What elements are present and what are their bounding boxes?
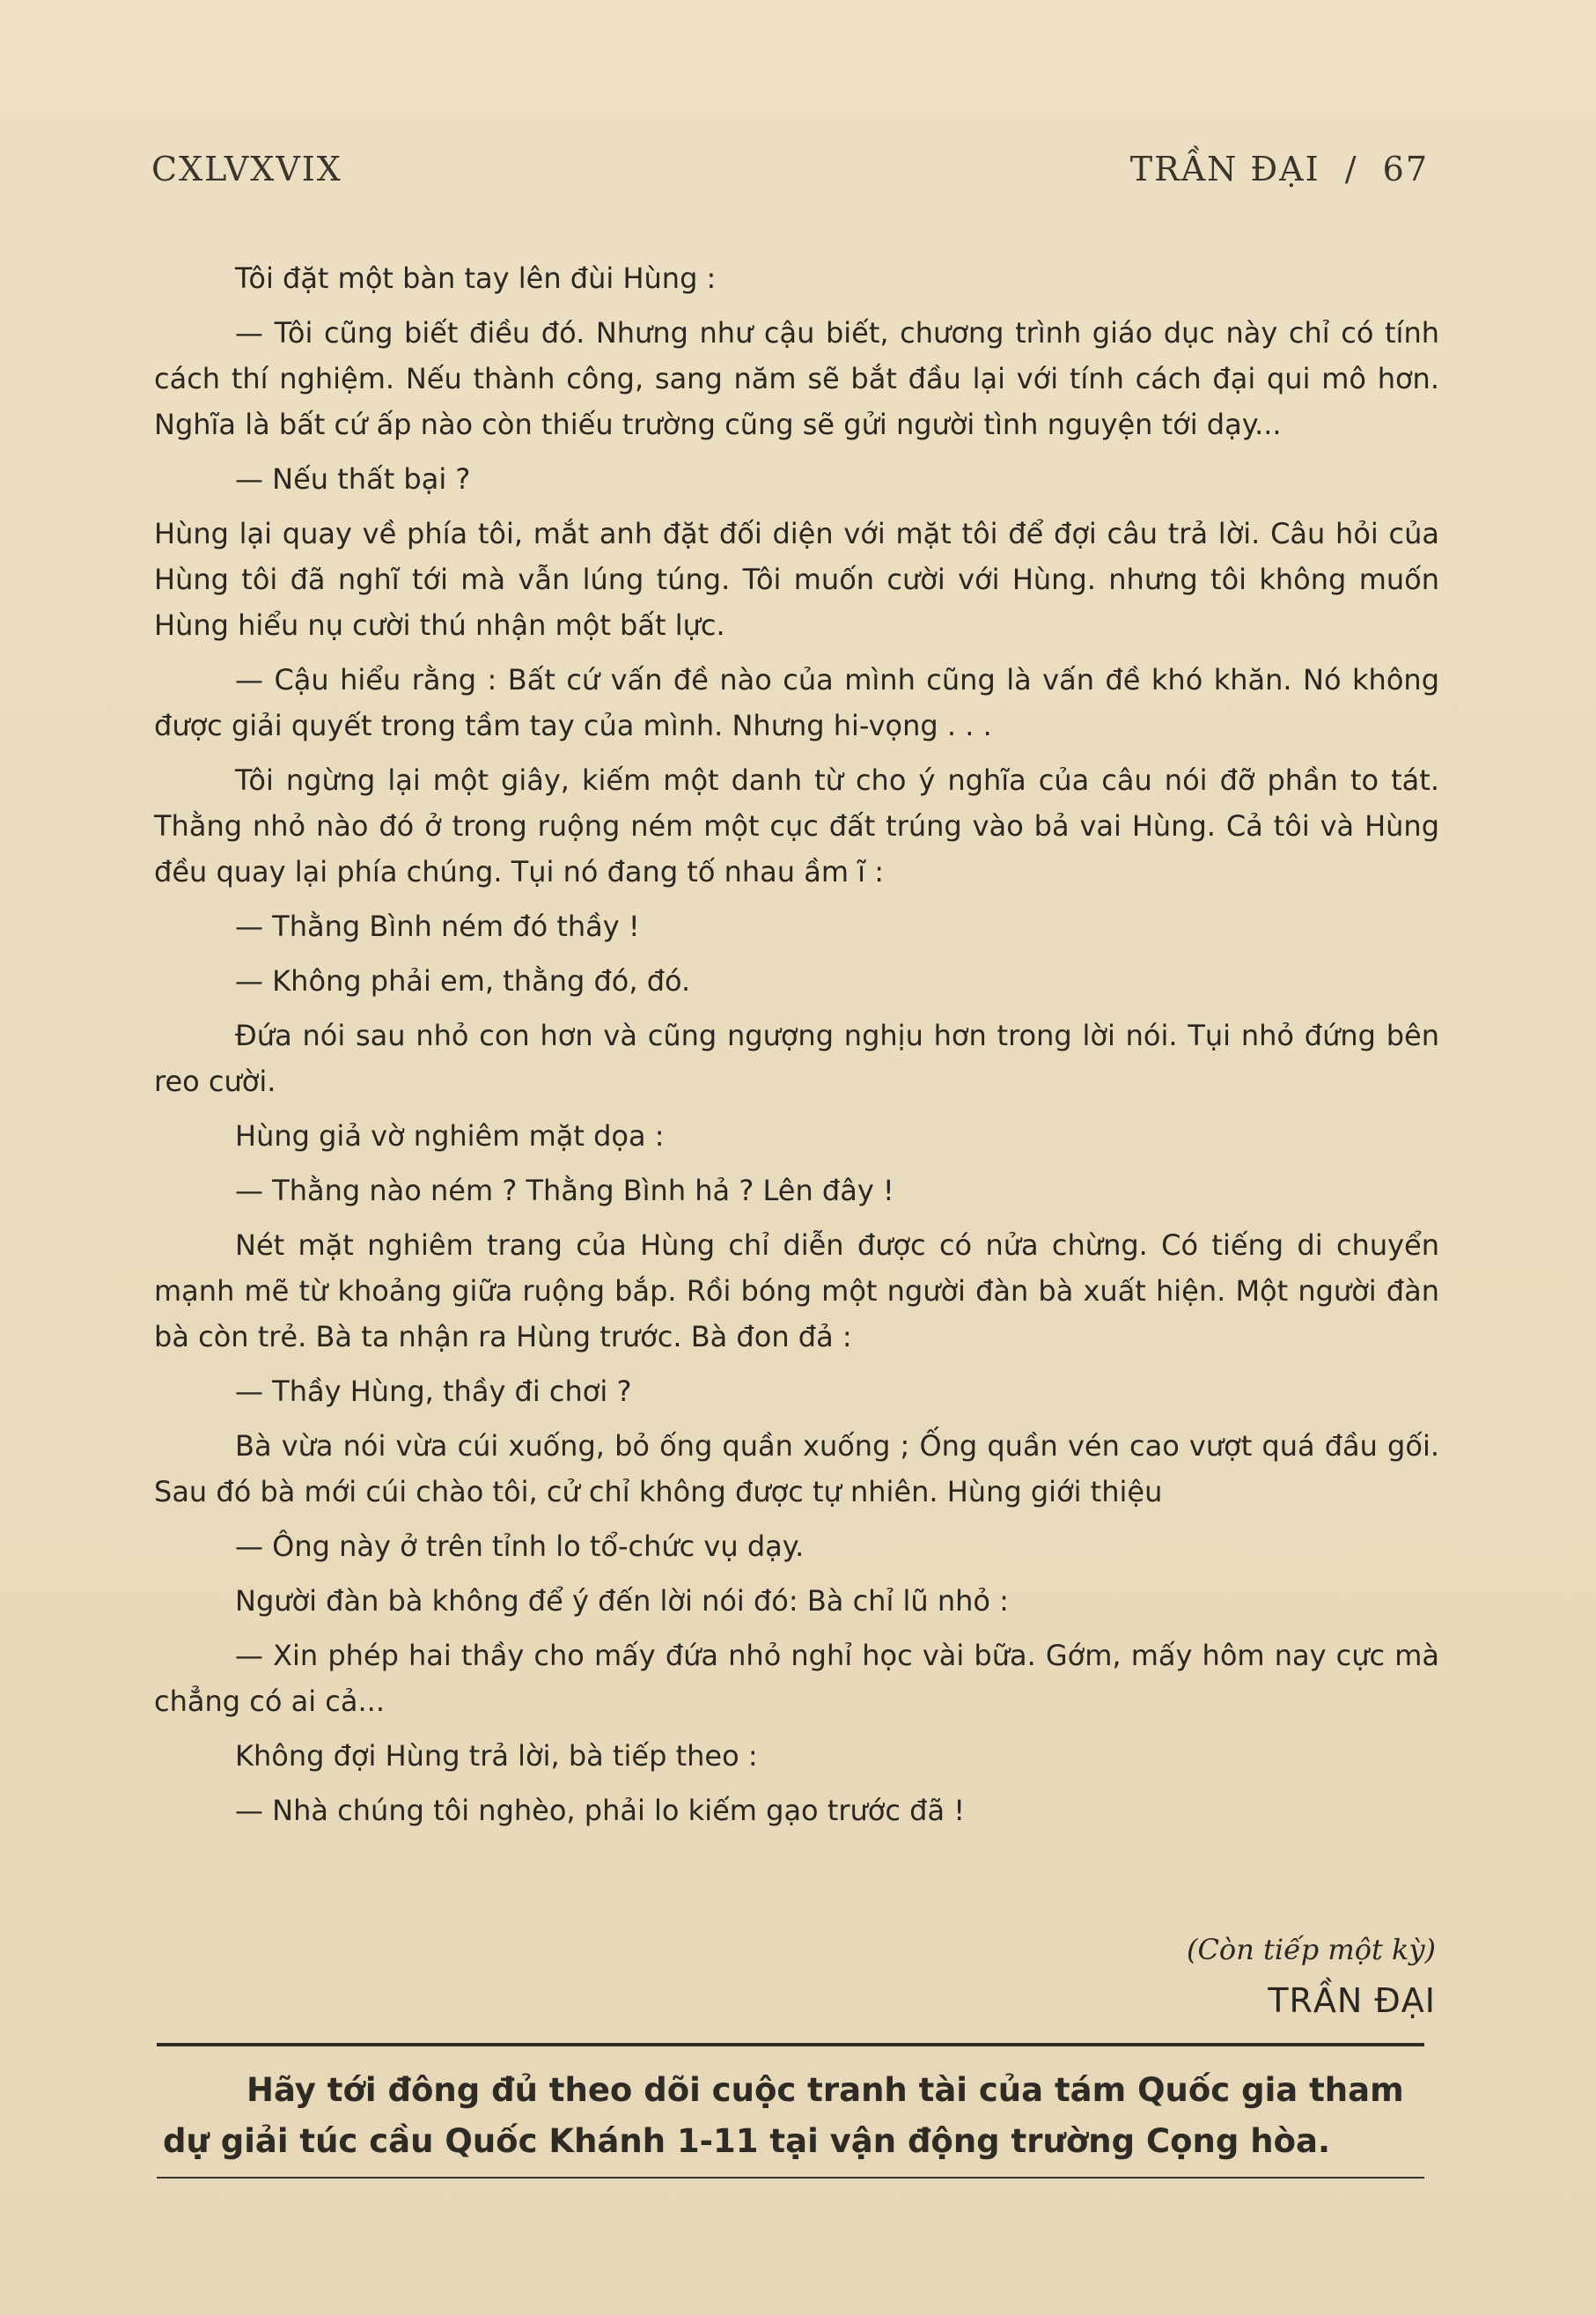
page-header	[151, 150, 1429, 188]
author-signature: TRẦN ĐẠI	[1268, 1981, 1436, 2020]
story-text	[154, 255, 1439, 1833]
paragraph: Nét mặt nghiêm trang của Hùng chỉ diễn được có nửa chừng. Có tiếng di chuyển mạnh mẽ từ khoảng giữa ruộng bắp. Rồi bóng một người đàn bà xuất hiện. Một người đàn bà còn trẻ. Bà ta nhận ra Hùng trước. Bà đon đả :	[154, 1228, 1439, 1353]
announcement-line: dự giải túc cầu Quốc Khánh 1-11 tại vận động trường Cọng hòa.	[163, 2122, 1331, 2160]
paragraph: Hùng giả vờ nghiêm mặt dọa :	[235, 1119, 665, 1153]
paragraph: — Nếu thất bại ?	[235, 462, 471, 496]
paragraph: Bà vừa nói vừa cúi xuống, bỏ ống quần xuống ; Ống quần vén cao vượt quá đầu gối. Sau đó bà mới cúi chào tôi, cử chỉ không được tự nhiên. Hùng giới thiệu	[154, 1429, 1439, 1508]
header-author: TRẦN ĐẠI	[1129, 150, 1320, 188]
paragraph: — Tôi cũng biết điều đó. Nhưng như cậu biết, chương trình giáo dục này chỉ có tính cách thí nghiệm. Nếu thành công, sang năm sẽ bắt đầu lại với tính cách đại qui mô hơn. Nghĩa là bất cứ ấp nào còn thiếu trường cũng sẽ gửi người tình nguyện tới dạy...	[154, 316, 1439, 441]
paragraph: — Thầy Hùng, thầy đi chơi ?	[235, 1375, 632, 1408]
continuation-note: (Còn tiếp một kỳ)	[1186, 1933, 1436, 1966]
paragraph: Không đợi Hùng trả lời, bà tiếp theo :	[235, 1739, 758, 1773]
header-code: CXLVXVIX	[151, 150, 342, 188]
header-separator: /	[1344, 150, 1358, 188]
paragraph: — Không phải em, thằng đó, đó.	[235, 964, 691, 998]
page-number: 67	[1382, 150, 1429, 188]
paragraph: — Thằng Bình ném đó thầy !	[235, 910, 640, 943]
paragraph: — Cậu hiểu rằng : Bất cứ vấn đề nào của mình cũng là vấn đề khó khăn. Nó không được giải quyết trong tầm tay của mình. Nhưng hi-vọng . . .	[154, 663, 1439, 742]
paragraph: — Thằng nào ném ? Thằng Bình hả ? Lên đây !	[235, 1174, 894, 1207]
paragraph: Tôi ngừng lại một giây, kiếm một danh từ cho ý nghĩa của câu nói đỡ phần to tát. Thằng nhỏ nào đó ở trong ruộng ném một cục đất trúng vào bả vai Hùng. Cả tôi và Hùng đều quay lại phía chúng. Tụi nó đang tố nhau ầm ĩ :	[154, 763, 1439, 888]
announcement-line: Hãy tới đông đủ theo dõi cuộc tranh tài của tám Quốc gia tham	[246, 2071, 1404, 2109]
paragraph: — Xin phép hai thầy cho mấy đứa nhỏ nghỉ học vài bữa. Gớm, mấy hôm nay cực mà chẳng có ai cả...	[154, 1639, 1439, 1718]
header-right	[1118, 150, 1429, 188]
paragraph: — Ông này ở trên tỉnh lo tổ-chức vụ dạy.	[235, 1530, 805, 1563]
divider-top	[157, 2043, 1424, 2046]
paragraph: Người đàn bà không để ý đến lời nói đó: Bà chỉ lũ nhỏ :	[235, 1584, 1009, 1618]
paragraph: Tôi đặt một bàn tay lên đùi Hùng :	[235, 262, 717, 295]
announcement-box	[163, 2065, 1439, 2167]
paragraph: Đứa nói sau nhỏ con hơn và cũng ngượng nghịu hơn trong lời nói. Tụi nhỏ đứng bên reo cười.	[154, 1019, 1439, 1098]
paragraph: — Nhà chúng tôi nghèo, phải lo kiếm gạo trước đã !	[235, 1794, 966, 1827]
divider-bottom	[157, 2177, 1424, 2179]
paragraph: Hùng lại quay về phía tôi, mắt anh đặt đối diện với mặt tôi để đợi câu trả lời. Câu hỏi của Hùng tôi đã nghĩ tới mà vẫn lúng túng. Tôi muốn cười với Hùng. nhưng tôi không muốn Hùng hiểu nụ cười thú nhận một bất lực.	[154, 517, 1439, 642]
